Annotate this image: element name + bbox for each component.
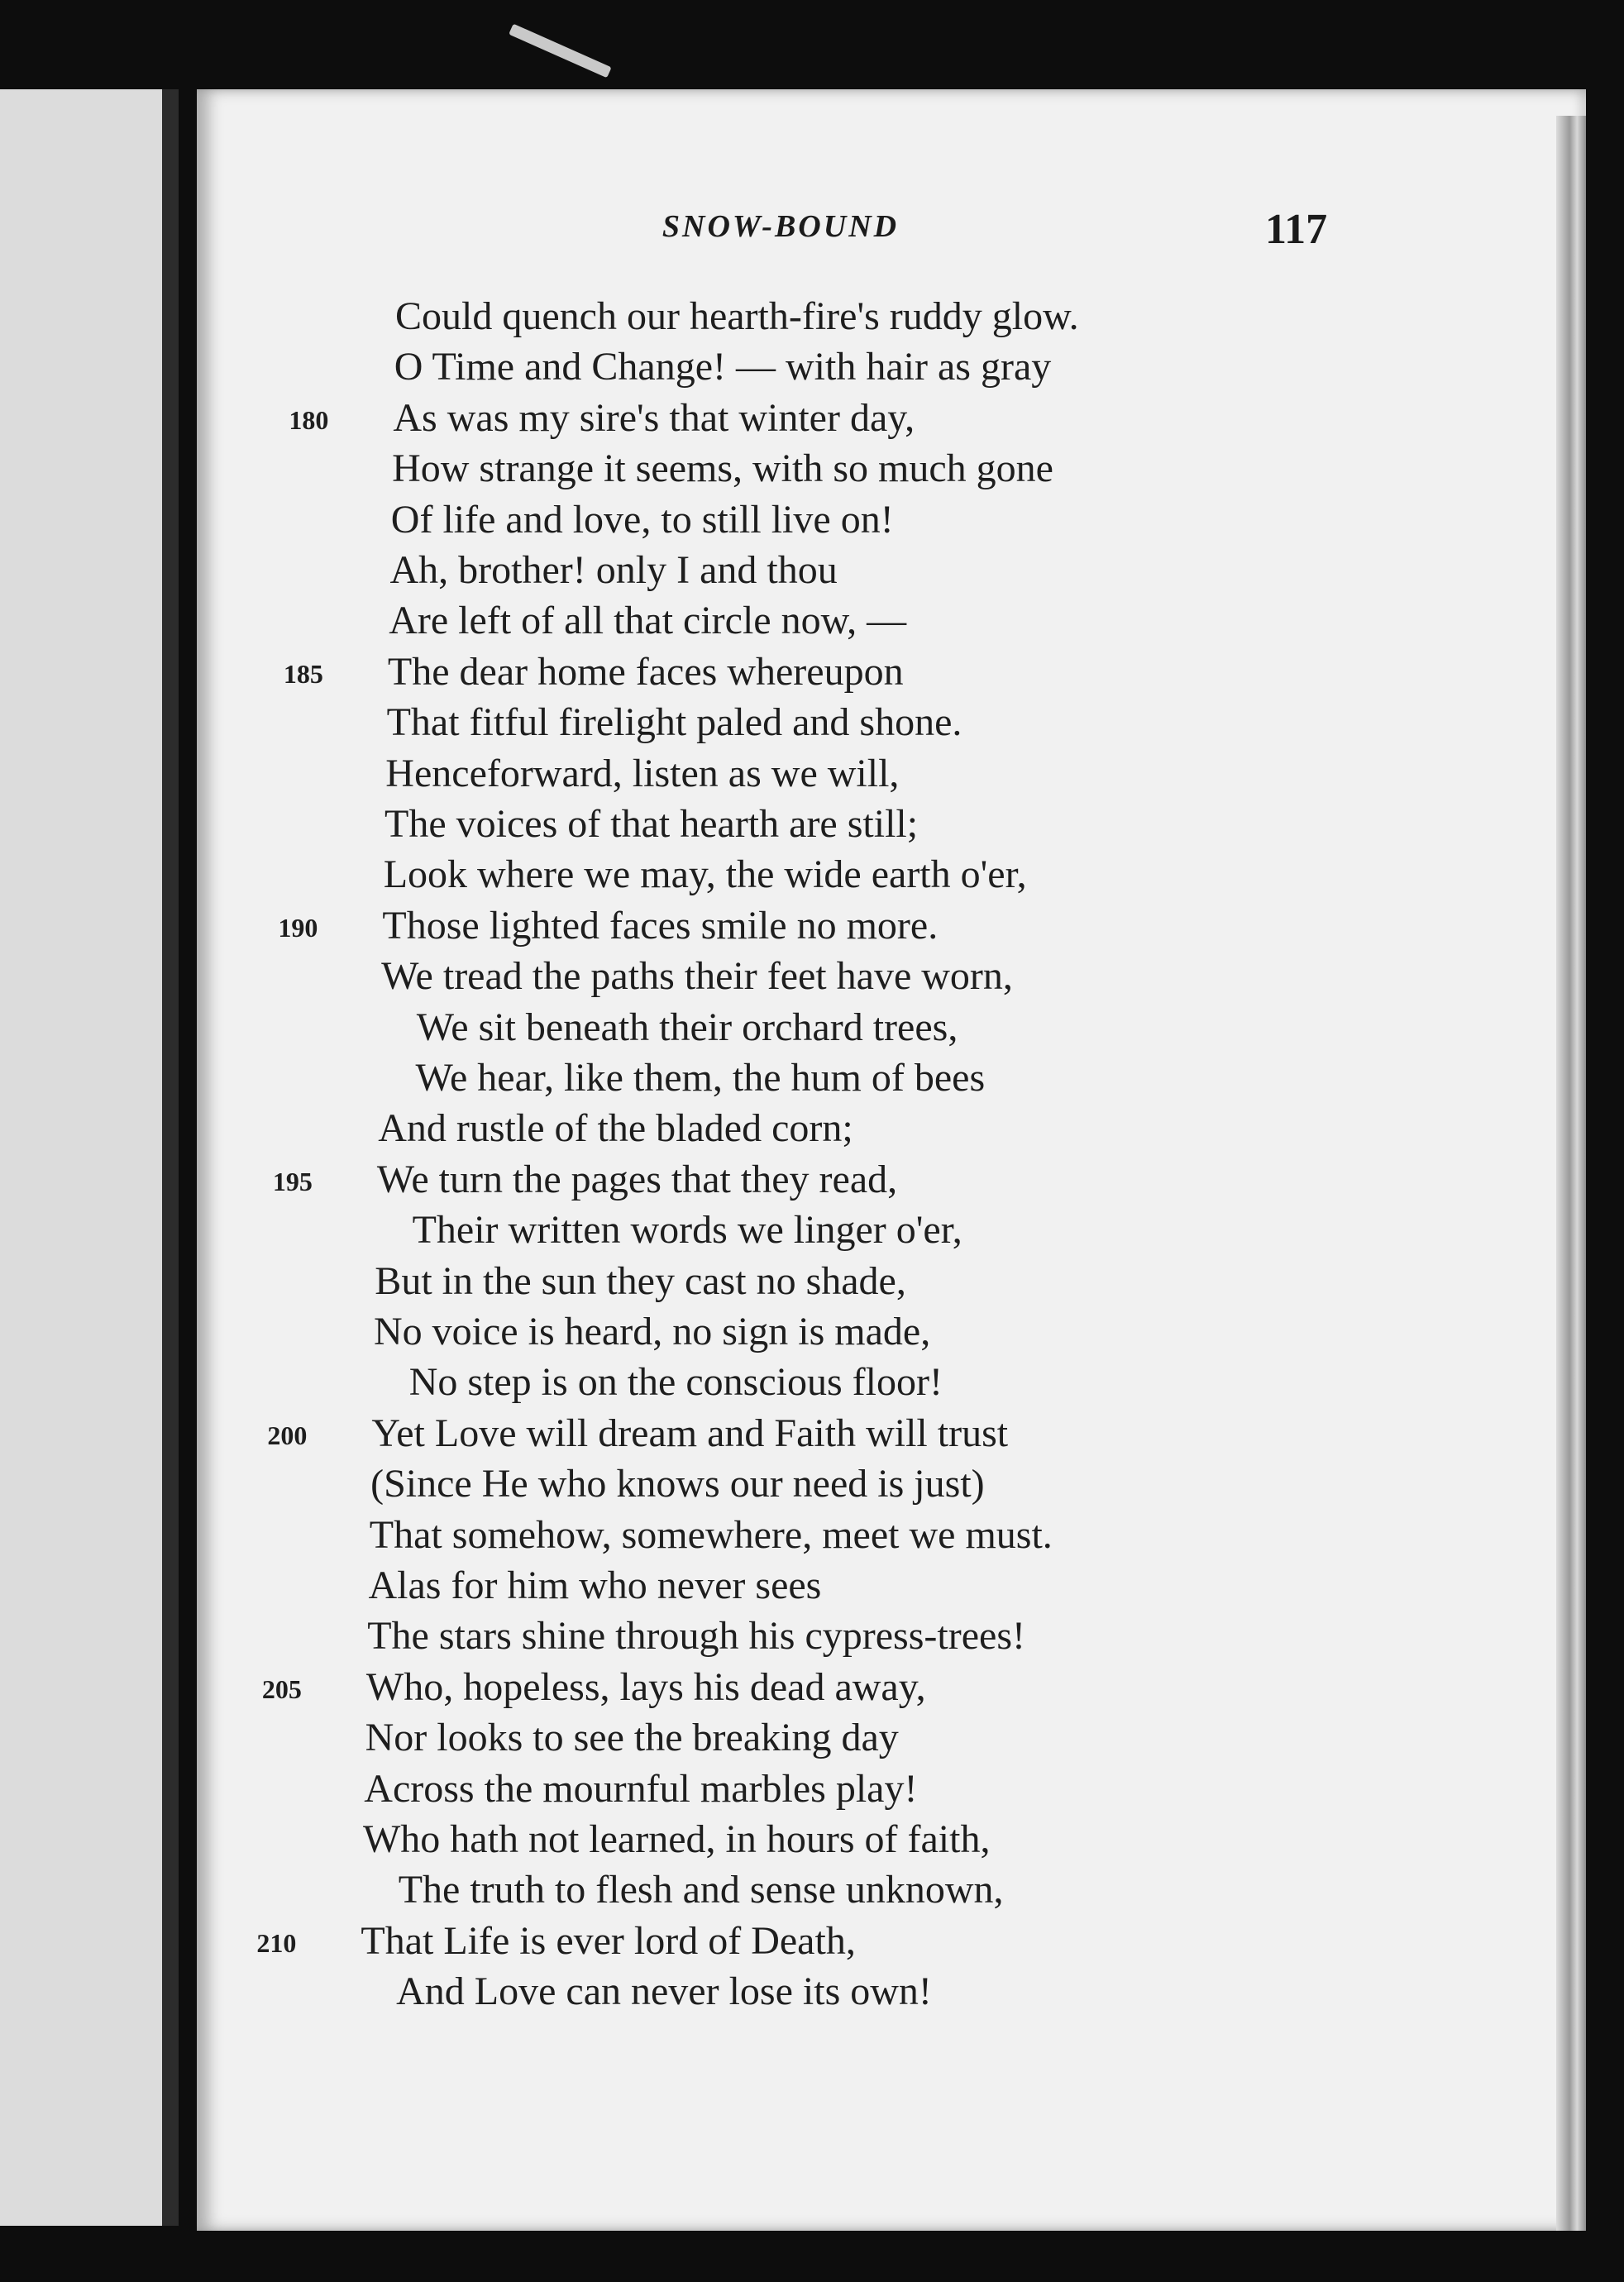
poem-line: The voices of that hearth are still; <box>385 802 919 846</box>
poem-line: Who hath not learned, in hours of faith, <box>363 1817 991 1861</box>
poem-line: Nor looks to see the breaking day <box>365 1716 899 1760</box>
running-head: SNOW-BOUND <box>662 209 900 244</box>
poem-line: The stars shine through his cypress-trees! <box>367 1614 1025 1659</box>
poem-line: As was my sire's that winter day, <box>393 395 915 440</box>
poem-line: Yet Love will dream and Faith will trust <box>371 1411 1009 1455</box>
poem-line: Henceforward, listen as we will, <box>385 751 900 795</box>
poem-line: Their written words we linger o'er, <box>412 1208 962 1253</box>
poem-line: We tread the paths their feet have worn, <box>381 954 1013 999</box>
poem-line: And rustle of the bladed corn; <box>378 1106 853 1151</box>
poem-line: Of life and love, to still live on! <box>390 497 894 542</box>
poem-line: The dear home faces whereupon <box>387 649 904 694</box>
page-number: 117 <box>1265 206 1328 253</box>
poem-line: How strange it seems, with so much gone <box>392 446 1053 491</box>
poem-line: (Since He who knows our need is just) <box>370 1462 985 1506</box>
poem-line: Are left of all that circle now, — <box>389 599 907 643</box>
line-number: 195 <box>272 1166 313 1196</box>
poem-line: We sit beneath their orchard trees, <box>416 1005 958 1049</box>
poem-line: That somehow, somewhere, meet we must. <box>369 1512 1053 1557</box>
poem-line: Those lighted faces smile no more. <box>382 903 939 948</box>
poem-line: That fitful firelight paled and shone. <box>386 700 962 745</box>
poem-line: We turn the pages that they read, <box>376 1157 898 1201</box>
line-number: 210 <box>256 1927 297 1958</box>
poem-line: But in the sun they cast no shade, <box>375 1258 906 1303</box>
line-number: 190 <box>278 912 318 943</box>
line-number: 200 <box>267 1420 308 1450</box>
poem-line: And Love can never lose its own! <box>396 1969 932 2014</box>
poem-line: No step is on the conscious floor! <box>408 1360 943 1405</box>
poem-line: Look where we may, the wide earth o'er, <box>383 852 1027 897</box>
poem-line: Across the mournful marbles play! <box>364 1766 918 1811</box>
poem-line: Ah, brother! only I and thou <box>389 548 838 592</box>
poem-line: Alas for him who never sees <box>368 1564 822 1607</box>
poem-line: No voice is heard, no sign is made, <box>374 1310 931 1353</box>
line-number: 180 <box>289 404 329 435</box>
poem-line: O Time and Change! — with hair as gray <box>394 345 1052 389</box>
line-number: 205 <box>261 1673 302 1704</box>
poem-line: Could quench our hearth-fire's ruddy glow. <box>395 294 1079 338</box>
poem-line: Who, hopeless, lays his dead away, <box>365 1664 926 1709</box>
poem-line: The truth to flesh and sense unknown, <box>398 1868 1004 1912</box>
poem-line: We hear, like them, the hum of bees <box>415 1056 986 1100</box>
line-number: 185 <box>283 658 323 689</box>
poem-line: That Life is ever lord of Death, <box>361 1918 856 1963</box>
